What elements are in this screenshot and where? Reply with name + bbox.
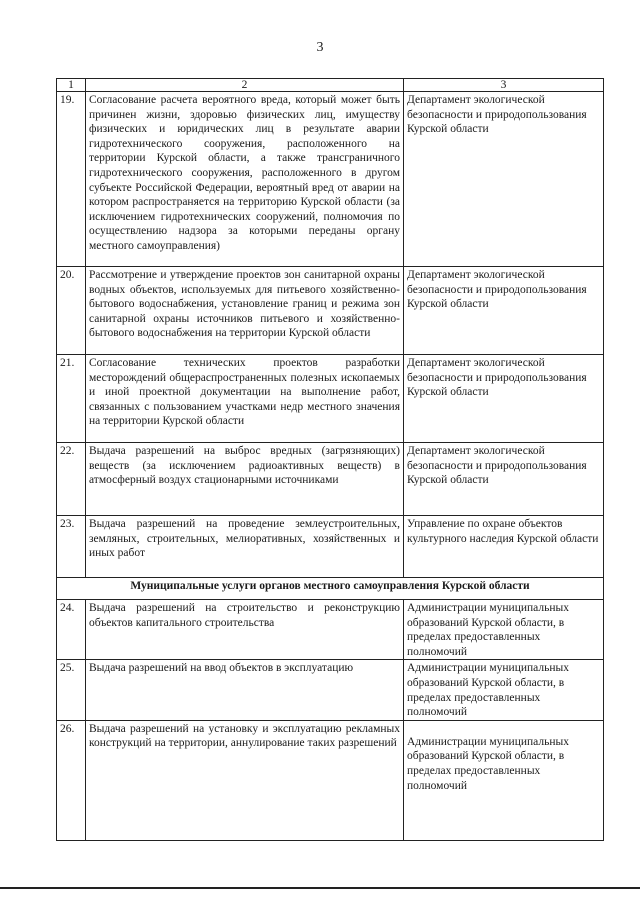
responsible-body: Администрации муниципальных образований Курской области, в пределах предоставленных полномочий	[404, 660, 604, 720]
header-col-3: 3	[404, 79, 604, 92]
row-number: 24.	[57, 600, 86, 660]
table-row	[57, 660, 604, 720]
table-row	[57, 443, 604, 516]
table-header-row	[57, 79, 604, 92]
row-number: 21.	[57, 355, 86, 443]
row-number: 19.	[57, 92, 86, 267]
table-row	[57, 600, 604, 660]
responsible-body: Управление по охране объектов культурного наследия Курской области	[404, 516, 604, 578]
service-description: Согласование расчета вероятного вреда, который может быть причинен жизни, здоровью физических лиц, имуществу физических и юридических лиц в результате аварии гидротехнического сооружения, расположенного на территории Курской области, а также трансграничного гидротехнического сооружения, расположенного в другом субъекте Российской Федерации, вероятный вред от аварии на котором распространяется на территорию Курской области (за исключением гидротехнических сооружений, полномочия по осуществлению надзора за которыми переданы органу местного самоуправления)	[86, 92, 404, 267]
row-number: 20.	[57, 267, 86, 355]
service-description: Выдача разрешений на выброс вредных (загрязняющих) веществ (за исключением радиоактивных веществ) в атмосферный воздух стационарными источниками	[86, 443, 404, 516]
responsible-body: Администрации муниципальных образований Курской области, в пределах предоставленных полномочий	[404, 720, 604, 840]
row-number: 23.	[57, 516, 86, 578]
header-col-1: 1	[57, 79, 86, 92]
service-description: Выдача разрешений на ввод объектов в эксплуатацию	[86, 660, 404, 720]
table-row	[57, 92, 604, 267]
section-row	[57, 578, 604, 600]
table-row	[57, 355, 604, 443]
table-row	[57, 267, 604, 355]
responsible-body: Департамент экологической безопасности и природопользования Курской области	[404, 443, 604, 516]
table-row	[57, 516, 604, 578]
service-description: Выдача разрешений на установку и эксплуатацию рекламных конструкций на территории, аннулирование таких разрешений	[86, 720, 404, 840]
responsible-body: Департамент экологической безопасности и природопользования Курской области	[404, 355, 604, 443]
section-title: Муниципальные услуги органов местного самоуправления Курской области	[57, 578, 604, 600]
responsible-body: Департамент экологической безопасности и природопользования Курской области	[404, 267, 604, 355]
header-col-2: 2	[86, 79, 404, 92]
service-description: Выдача разрешений на проведение землеустроительных, земляных, строительных, мелиоративных, хозяйственных и иных работ	[86, 516, 404, 578]
row-number: 26.	[57, 720, 86, 840]
responsible-body: Администрации муниципальных образований Курской области, в пределах предоставленных полномочий	[404, 600, 604, 660]
services-table	[56, 78, 604, 841]
table-row	[57, 720, 604, 840]
row-number: 25.	[57, 660, 86, 720]
service-description: Рассмотрение и утверждение проектов зон санитарной охраны водных объектов, используемых для питьевого хозяйственно-бытового водоснабжения, установление границ и режима зон санитарной охраны источников питьевого и хозяйственно-бытового водоснабжения на территории Курской области	[86, 267, 404, 355]
service-description: Согласование технических проектов разработки месторождений общераспространенных полезных ископаемых и иной проектной документации на выполнение работ, связанных с пользованием участками недр местного значения на территории Курской области	[86, 355, 404, 443]
row-number: 22.	[57, 443, 86, 516]
responsible-body: Департамент экологической безопасности и природопользования Курской области	[404, 92, 604, 267]
page-number: 3	[316, 40, 324, 55]
bottom-scan-edge	[0, 887, 640, 889]
service-description: Выдача разрешений на строительство и реконструкцию объектов капитального строительства	[86, 600, 404, 660]
